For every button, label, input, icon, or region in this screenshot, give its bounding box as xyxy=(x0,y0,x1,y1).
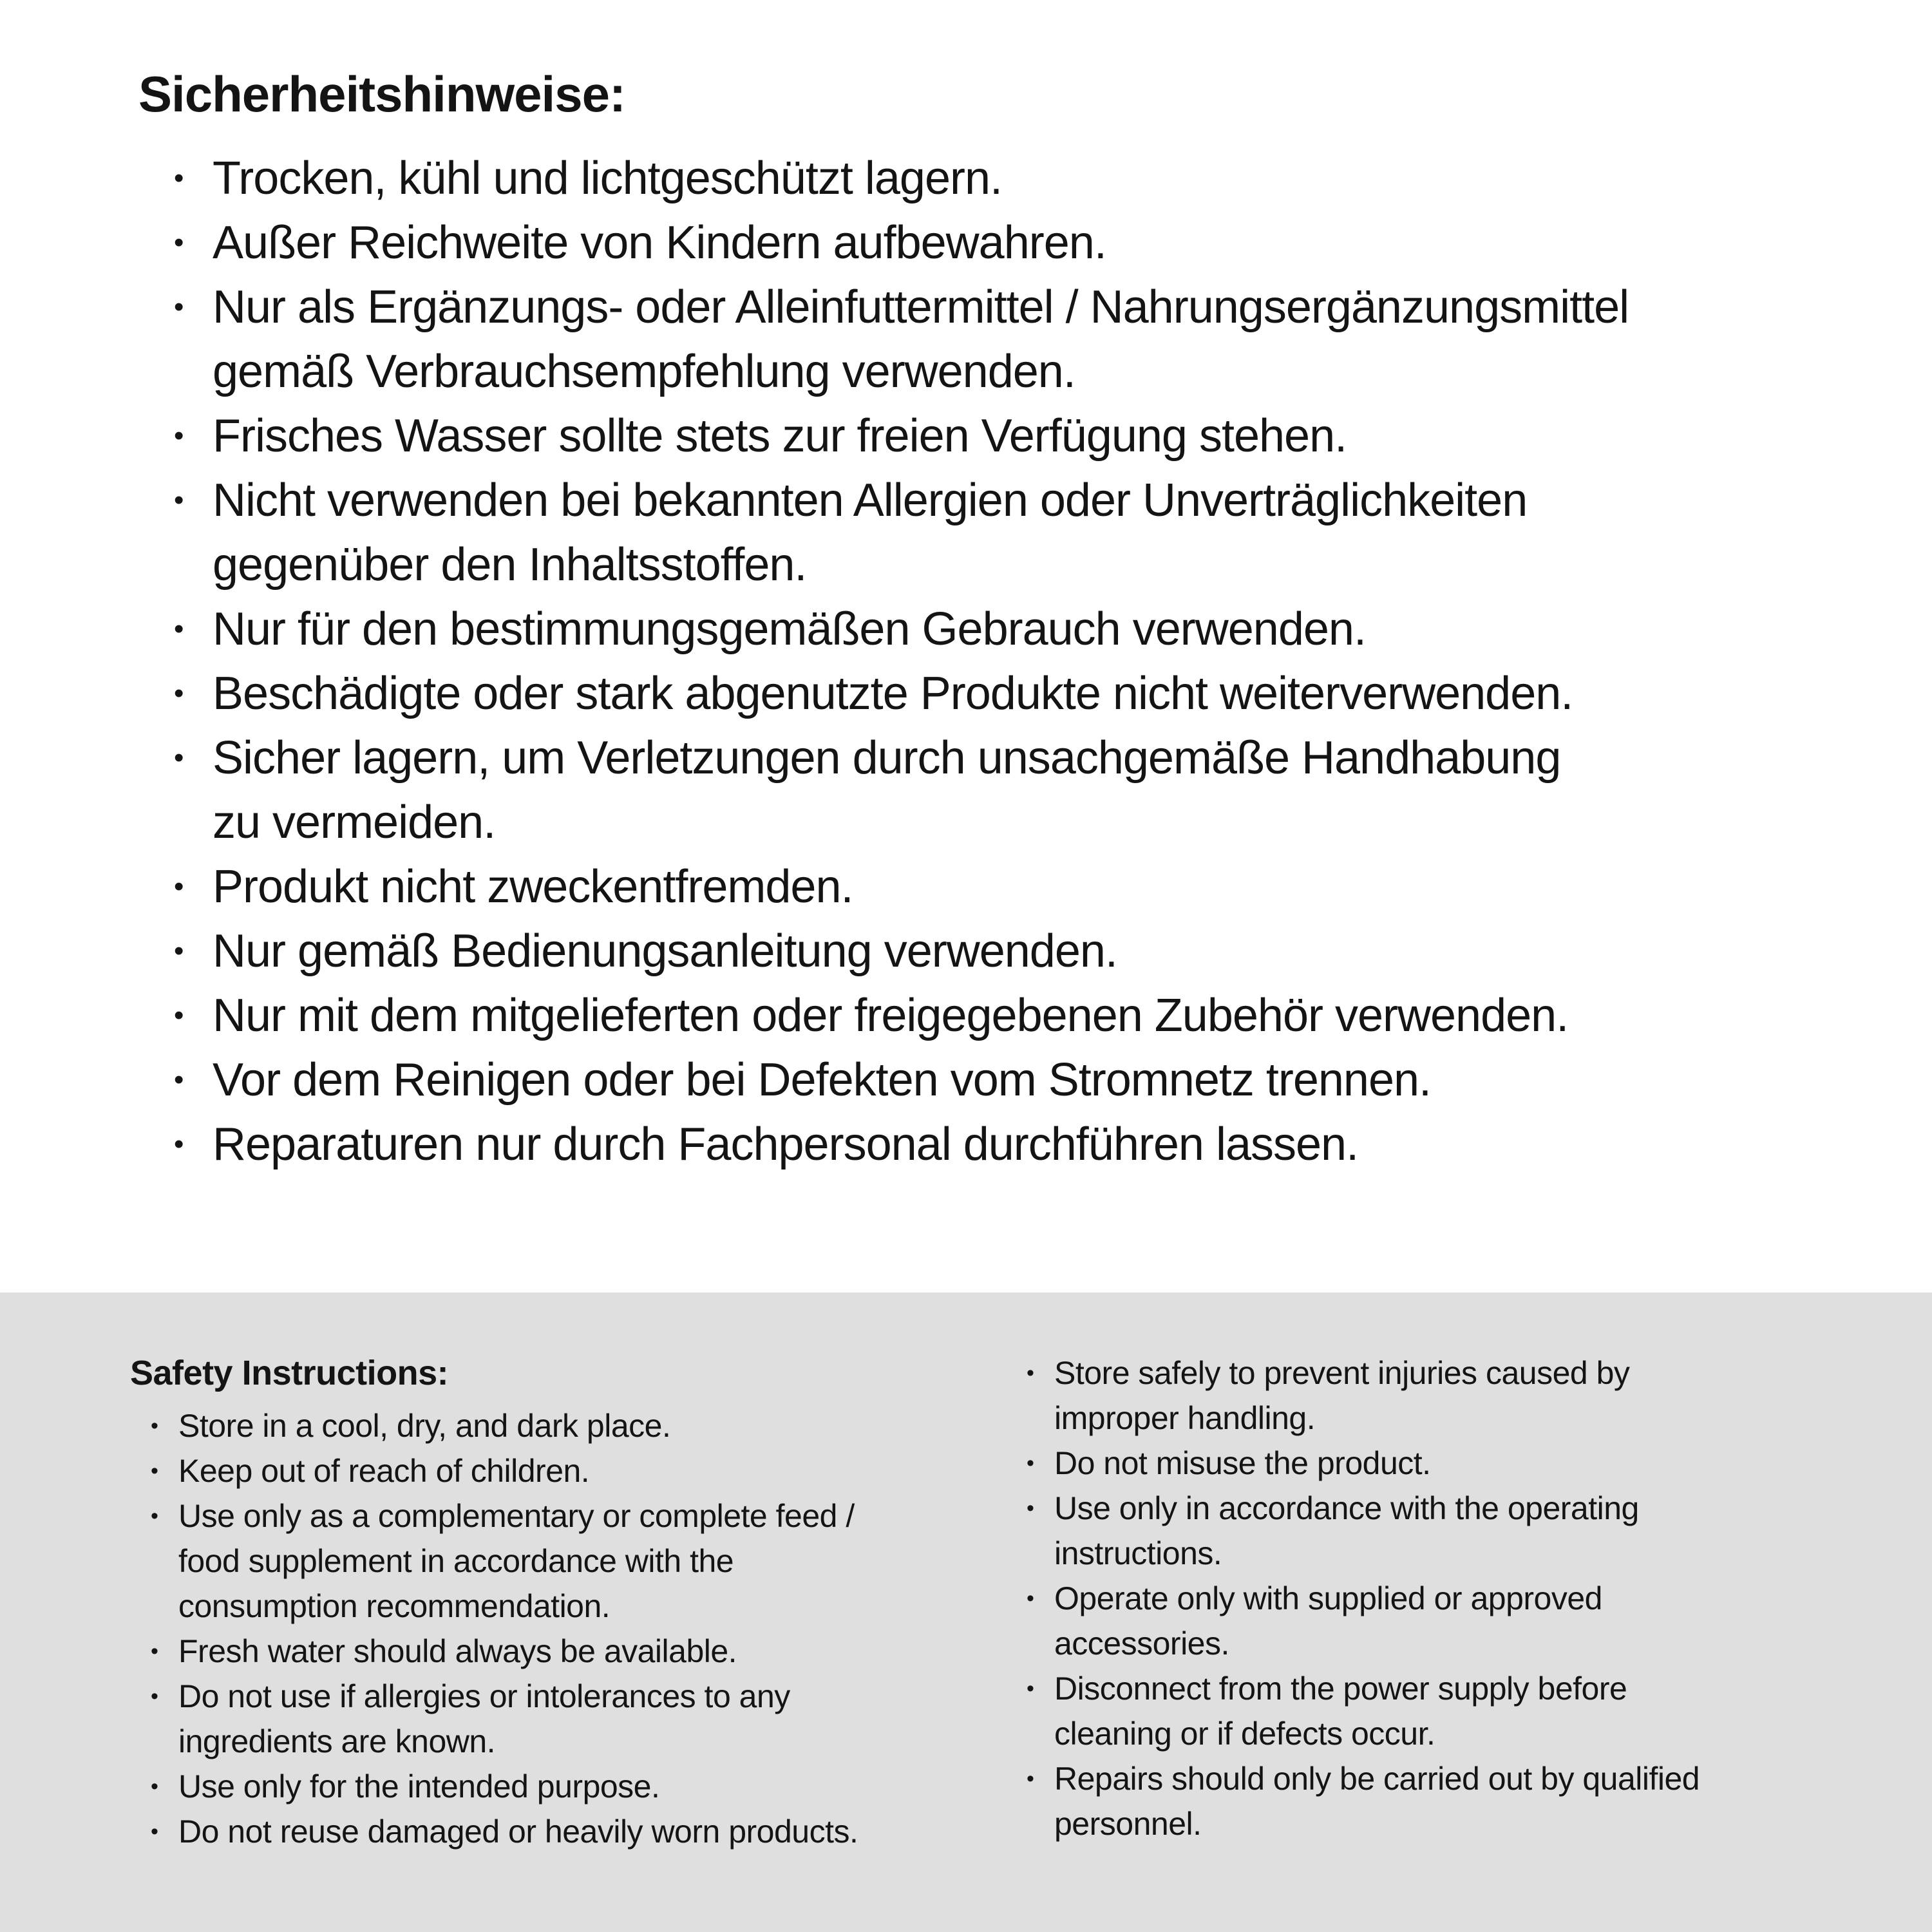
bullet-icon: • xyxy=(151,1414,158,1438)
bullet-icon: • xyxy=(174,227,184,258)
item-line: instructions. xyxy=(1054,1535,1222,1571)
bullet-icon: • xyxy=(174,677,184,709)
item-line: Außer Reichweite von Kindern aufbewahren. xyxy=(213,217,1106,269)
bullet-icon: • xyxy=(1027,1361,1034,1385)
item-line: Produkt nicht zweckentfremden. xyxy=(213,861,853,913)
list-item xyxy=(1027,1756,1700,1846)
list-item xyxy=(130,1403,1027,1448)
bullet-icon: • xyxy=(174,1064,184,1095)
item-line: consumption recommendation. xyxy=(178,1588,611,1624)
list-item xyxy=(138,404,1932,468)
english-left-column xyxy=(130,1350,1027,1854)
list-item xyxy=(138,855,1932,919)
bullet-icon: • xyxy=(151,1684,158,1709)
list-item xyxy=(138,211,1932,275)
item-line: Repairs should only be carried out by qualified xyxy=(1054,1761,1700,1797)
bullet-icon: • xyxy=(174,999,184,1031)
item-line: Do not misuse the product. xyxy=(1054,1445,1431,1481)
item-line: Reparaturen nur durch Fachpersonal durchführen lassen. xyxy=(213,1119,1359,1170)
item-line: Use only as a complementary or complete feed / xyxy=(178,1498,855,1534)
bullet-icon: • xyxy=(174,613,184,645)
item-line: Nur für den bestimmungsgemäßen Gebrauch verwenden. xyxy=(213,603,1366,655)
list-item xyxy=(138,919,1932,983)
bullet-icon: • xyxy=(151,1459,158,1483)
german-section-title: Sicherheitshinweise: xyxy=(138,66,625,122)
item-line: personnel. xyxy=(1054,1806,1202,1842)
bullet-icon: • xyxy=(174,871,184,902)
item-line: food supplement in accordance with the xyxy=(178,1543,734,1579)
bullet-icon: • xyxy=(174,484,184,516)
english-safety-list-right xyxy=(1027,1350,1700,1846)
bullet-icon: • xyxy=(151,1774,158,1799)
english-right-column xyxy=(1027,1350,1700,1846)
list-item xyxy=(1027,1486,1700,1576)
list-item xyxy=(138,1048,1932,1112)
bullet-icon: • xyxy=(151,1819,158,1844)
list-item xyxy=(138,597,1932,661)
item-line: Operate only with supplied or approved xyxy=(1054,1580,1602,1616)
english-section-title: Safety Instructions: xyxy=(130,1354,449,1392)
list-item xyxy=(1027,1576,1700,1666)
item-line: Do not reuse damaged or heavily worn products. xyxy=(178,1814,858,1850)
item-line: Store safely to prevent injuries caused by xyxy=(1054,1355,1630,1391)
bullet-icon: • xyxy=(1027,1676,1034,1701)
list-item xyxy=(138,983,1932,1048)
bullet-icon: • xyxy=(1027,1766,1034,1791)
bullet-icon: • xyxy=(151,1504,158,1528)
item-line: gemäß Verbrauchsempfehlung verwenden. xyxy=(213,346,1075,397)
item-line: Beschädigte oder stark abgenutzte Produkte nicht weiterverwenden. xyxy=(213,668,1573,719)
bullet-icon: • xyxy=(174,420,184,451)
item-line: Use only for the intended purpose. xyxy=(178,1768,660,1804)
english-safety-section xyxy=(0,1293,1932,1932)
list-item xyxy=(1027,1441,1700,1486)
list-item xyxy=(130,1629,1027,1674)
bullet-icon: • xyxy=(1027,1586,1034,1611)
item-line: Frisches Wasser sollte stets zur freien Verfügung stehen. xyxy=(213,410,1347,462)
item-line: Sicher lagern, um Verletzungen durch unsachgemäße Handhabung xyxy=(213,732,1561,784)
bullet-icon: • xyxy=(174,1128,184,1160)
bullet-icon: • xyxy=(174,742,184,773)
list-item xyxy=(130,1674,1027,1764)
item-line: Do not use if allergies or intolerances to any xyxy=(178,1678,790,1714)
list-item xyxy=(138,726,1932,855)
item-line: Nur gemäß Bedienungsanleitung verwenden. xyxy=(213,925,1117,977)
bullet-icon: • xyxy=(151,1639,158,1663)
list-item xyxy=(138,1112,1932,1177)
bullet-icon: • xyxy=(174,935,184,967)
bullet-icon: • xyxy=(1027,1451,1034,1475)
list-item xyxy=(138,661,1932,726)
list-item xyxy=(130,1493,1027,1629)
item-line: Nur mit dem mitgelieferten oder freigegebenen Zubehör verwenden. xyxy=(213,990,1569,1041)
item-line: Fresh water should always be available. xyxy=(178,1633,737,1669)
item-line: Use only in accordance with the operating xyxy=(1054,1490,1639,1526)
bullet-icon: • xyxy=(174,291,184,323)
item-line: Keep out of reach of children. xyxy=(178,1453,590,1489)
item-line: improper handling. xyxy=(1054,1400,1316,1436)
list-item xyxy=(138,275,1932,404)
item-line: Trocken, kühl und lichtgeschützt lagern. xyxy=(213,153,1003,204)
list-item xyxy=(130,1764,1027,1809)
english-safety-list-left xyxy=(130,1403,1027,1854)
list-item xyxy=(130,1809,1027,1854)
item-line: Nicht verwenden bei bekannten Allergien oder Unverträglichkeiten xyxy=(213,475,1528,526)
item-line: Store in a cool, dry, and dark place. xyxy=(178,1408,671,1444)
item-line: accessories. xyxy=(1054,1625,1229,1662)
item-line: Vor dem Reinigen oder bei Defekten vom Stromnetz trennen. xyxy=(213,1054,1432,1106)
german-safety-list xyxy=(138,146,1932,1177)
item-line: Nur als Ergänzungs- oder Alleinfuttermittel / Nahrungsergänzungsmittel xyxy=(213,281,1629,333)
list-item xyxy=(138,146,1932,211)
item-line: Disconnect from the power supply before xyxy=(1054,1671,1627,1707)
item-line: zu vermeiden. xyxy=(213,797,496,848)
list-item xyxy=(130,1448,1027,1493)
item-line: gegenüber den Inhaltsstoffen. xyxy=(213,539,807,591)
item-line: cleaning or if defects occur. xyxy=(1054,1716,1435,1752)
bullet-icon: • xyxy=(1027,1496,1034,1520)
list-item xyxy=(138,468,1932,597)
item-line: ingredients are known. xyxy=(178,1723,496,1759)
list-item xyxy=(1027,1350,1700,1441)
list-item xyxy=(1027,1666,1700,1756)
bullet-icon: • xyxy=(174,162,184,194)
